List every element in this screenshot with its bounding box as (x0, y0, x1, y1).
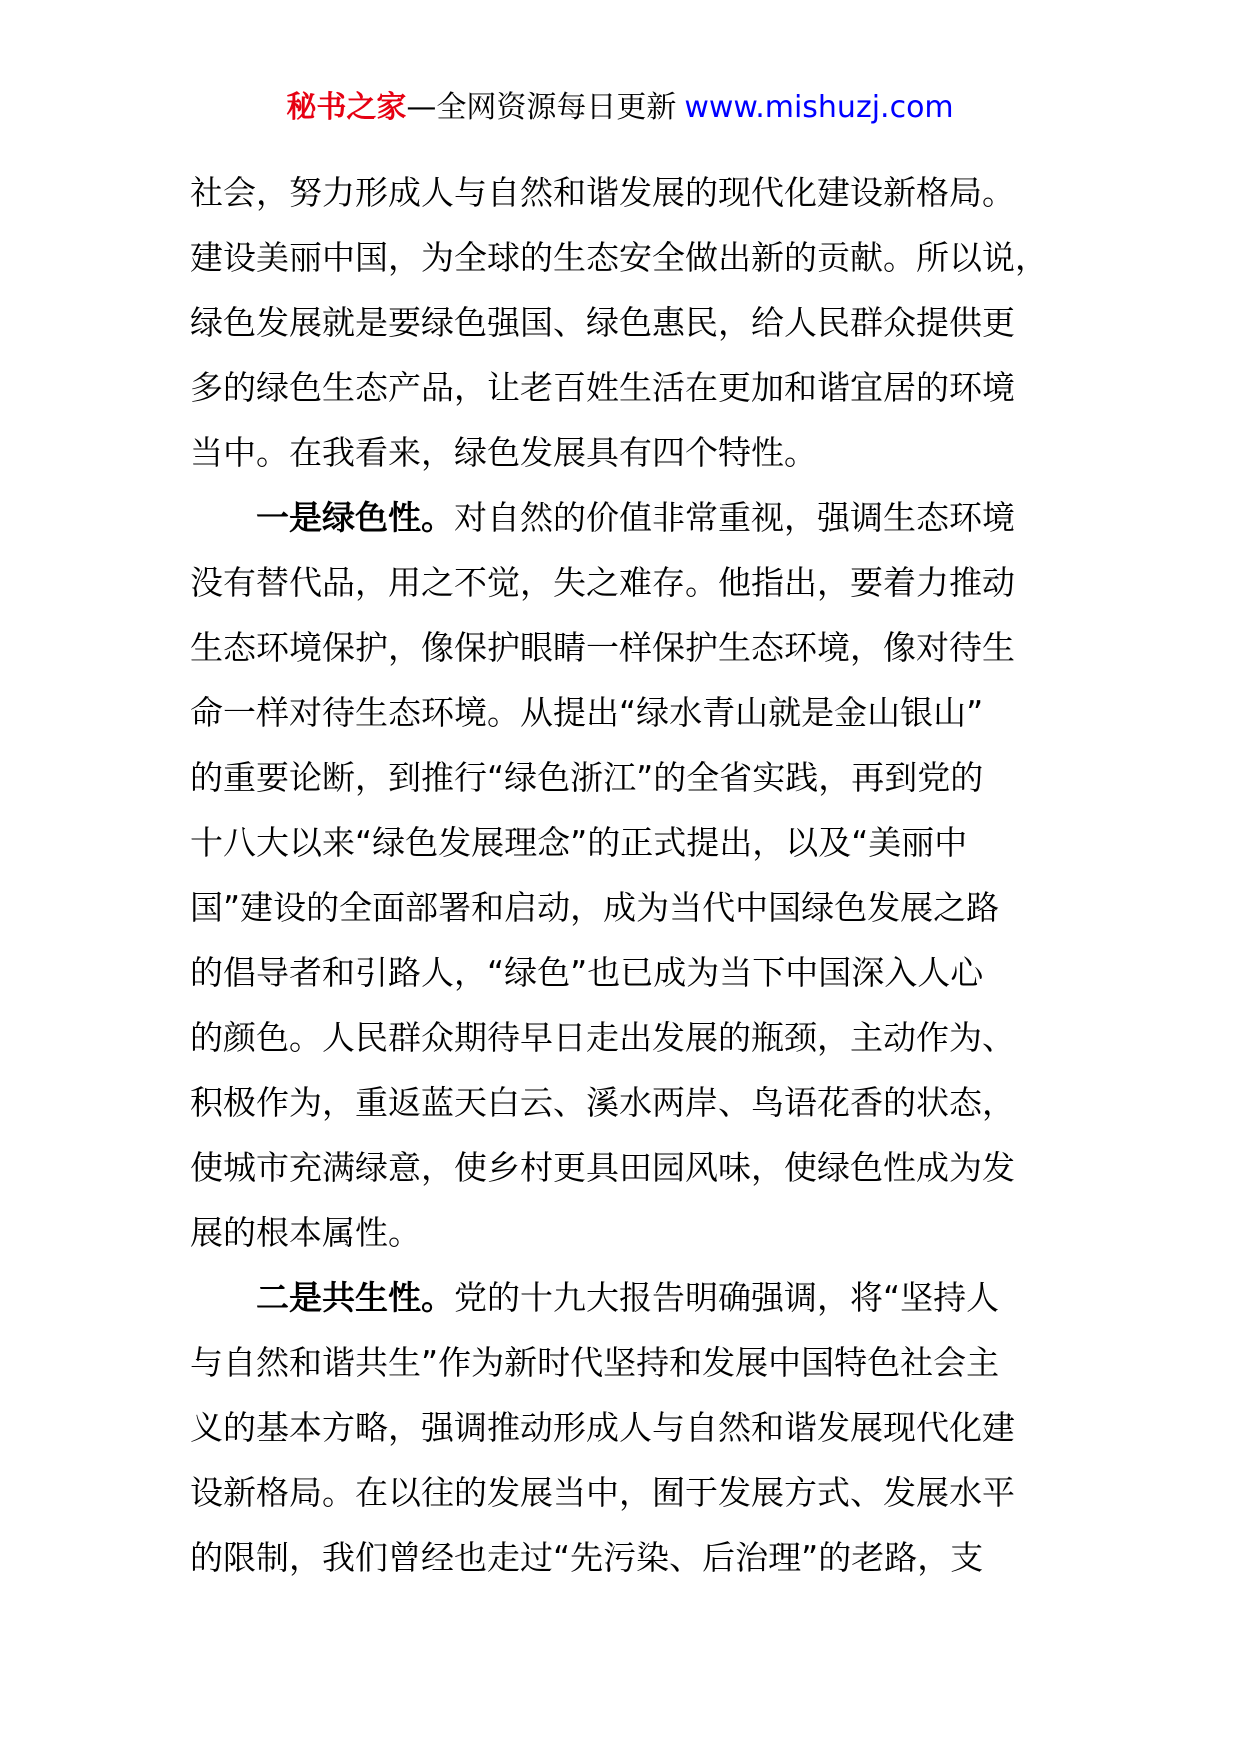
text-line (190, 1265, 1070, 1330)
text-line: 多的绿色生态产品，让老百姓生活在更加和谐宜居的环境 (190, 368, 1015, 407)
text-line: 十八大以来“绿色发展理念”的正式提出，以及“美丽中 (190, 823, 968, 862)
text-line: 的重要论断，到推行“绿色浙江”的全省实践，再到党的 (190, 758, 984, 797)
paragraph-1 (190, 160, 1070, 485)
text-line: 当中。在我看来，绿色发展具有四个特性。 (190, 433, 817, 472)
paragraph-2 (190, 485, 1070, 1265)
page-header (0, 88, 1240, 128)
header-tagline: —全网资源每日更新 (406, 90, 677, 125)
text-line: 建设美丽中国，为全球的生态安全做出新的贡献。所以说， (190, 238, 1048, 277)
text-line: 设新格局。在以往的发展当中，囿于发展方式、发展水平 (190, 1473, 1015, 1512)
paragraph-first-line-text: 党的十九大报告明确强调，将“坚持人 (454, 1278, 1000, 1317)
text-line: 使城市充满绿意，使乡村更具田园风味，使绿色性成为发 (190, 1148, 1015, 1187)
paragraph-lead-heading: 二是共生性。 (256, 1278, 454, 1317)
document-body (190, 160, 1070, 1590)
text-line: 义的基本方略，强调推动形成人与自然和谐发展现代化建 (190, 1408, 1015, 1447)
text-line: 的倡导者和引路人，“绿色”也已成为当下中国深入人心 (190, 953, 984, 992)
text-line: 命一样对待生态环境。从提出“绿水青山就是金山银山” (190, 693, 984, 732)
text-line: 展的根本属性。 (190, 1213, 421, 1252)
paragraph-3 (190, 1265, 1070, 1590)
paragraph-lead-heading: 一是绿色性。 (256, 498, 454, 537)
text-line: 没有替代品，用之不觉，失之难存。他指出，要着力推动 (190, 563, 1015, 602)
paragraph-first-line-text: 对自然的价值非常重视，强调生态环境 (454, 498, 1015, 537)
website-url: www.mishuzj.com (684, 90, 954, 125)
text-line: 国”建设的全面部署和启动，成为当代中国绿色发展之路 (190, 888, 1000, 927)
text-line: 社会，努力形成人与自然和谐发展的现代化建设新格局。 (190, 173, 1015, 212)
text-line: 生态环境保护，像保护眼睛一样保护生态环境，像对待生 (190, 628, 1015, 667)
text-line: 与自然和谐共生”作为新时代坚持和发展中国特色社会主 (190, 1343, 1000, 1382)
brand-name: 秘书之家 (286, 90, 407, 125)
text-line: 积极作为，重返蓝天白云、溪水两岸、鸟语花香的状态， (190, 1083, 1015, 1122)
text-line: 绿色发展就是要绿色强国、绿色惠民，给人民群众提供更 (190, 303, 1015, 342)
text-line (190, 485, 1070, 550)
text-line: 的限制，我们曾经也走过“先污染、后治理”的老路，支 (190, 1538, 984, 1577)
text-line: 的颜色。人民群众期待早日走出发展的瓶颈，主动作为、 (190, 1018, 1015, 1057)
